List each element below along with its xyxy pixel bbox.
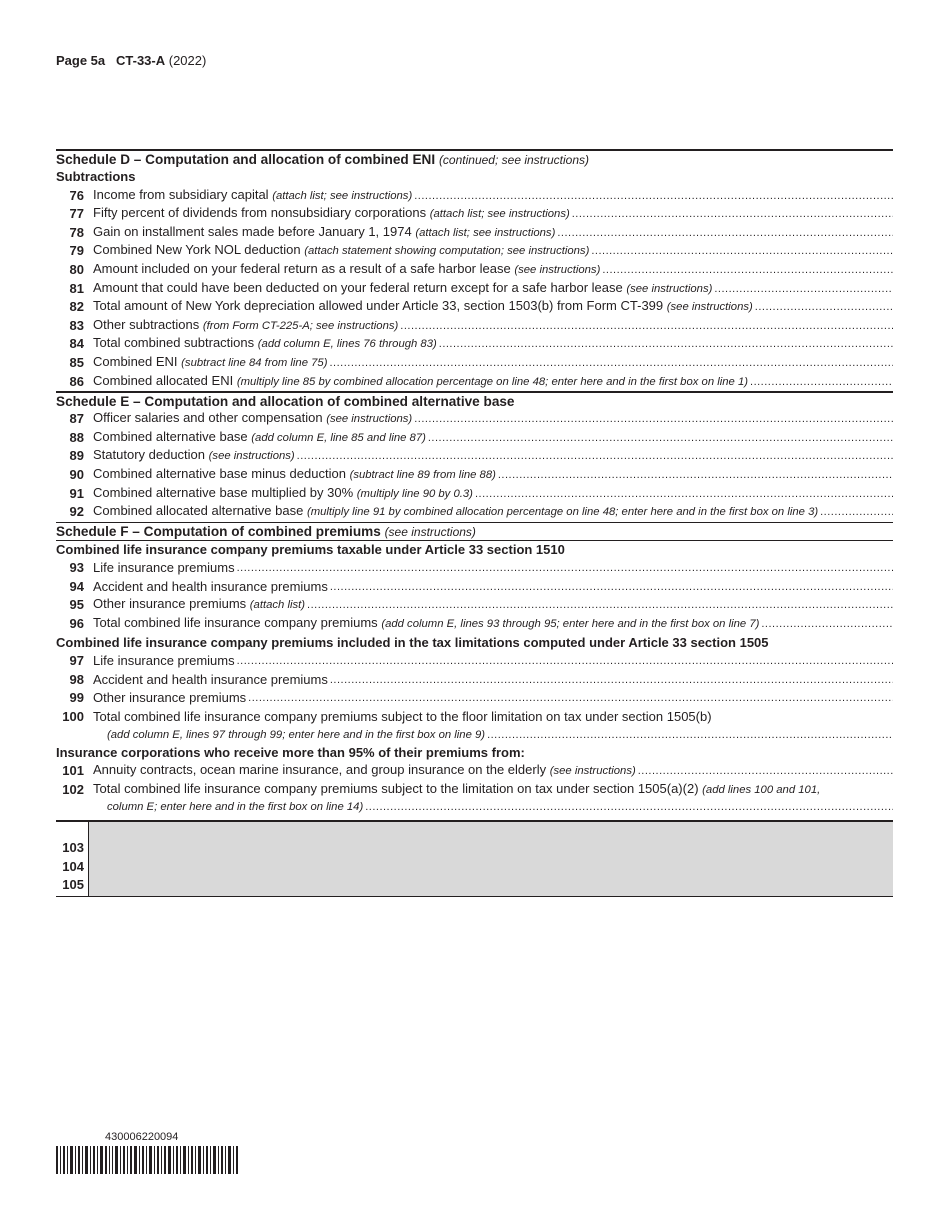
line-note: (from Form CT-225-A; see instructions) (202, 319, 399, 332)
leader-dots (414, 410, 893, 429)
line-95 (56, 596, 893, 615)
shaded-line-numbers (56, 822, 89, 896)
leader-dots (237, 559, 893, 578)
line-note: (subtract line 89 from line 88) (349, 468, 496, 481)
line-number: 89 (69, 448, 84, 464)
line-99 (56, 689, 893, 708)
schedule-f-title: Schedule F – Computation of combined premiums (see instructions) (56, 522, 893, 540)
line-number: 88 (69, 429, 84, 445)
line-105-number: 105 (62, 877, 84, 892)
line-label: Accident and health insurance premiums (93, 671, 328, 687)
line-number: 90 (69, 466, 84, 482)
line-label: Amount that could have been deducted on your federal return except for a safe harbor lease (93, 279, 623, 295)
line-label: Total combined life insurance company premiums (93, 615, 378, 631)
page-header (56, 53, 206, 68)
line-100: 100 Total combined life insurance company premiums subject to the floor limitation on tax under section 1505(b) (62, 709, 712, 725)
line-note: (see instructions) (514, 263, 601, 276)
line-101: 101 Annuity contracts, ocean marine insurance, and group insurance on the elderly (see instructions) ..... (56, 762, 893, 781)
subtractions-heading: Subtractions (56, 169, 136, 184)
line-number: 99 (69, 690, 84, 706)
line-label: Combined allocated ENI (93, 372, 234, 388)
line-85 (56, 354, 893, 373)
line-label: Total amount of New York depreciation allowed under Article 33, section 1503(b) from Form CT-399 (93, 298, 664, 314)
line-97 (56, 652, 893, 671)
line-91 (56, 485, 893, 504)
line-96 (56, 615, 893, 634)
leader-dots (297, 447, 893, 466)
line-note: (add column E, lines 93 through 95; enter here and in the first box on line 7) (381, 618, 760, 631)
line-number: 83 (69, 317, 84, 333)
line-number: 84 (69, 336, 84, 352)
line-89 (56, 447, 893, 466)
line-label: Combined alternative base minus deduction (93, 465, 346, 481)
leader-dots (714, 280, 893, 299)
leader-dots (414, 187, 893, 206)
line-label: Income from subsidiary capital (93, 186, 269, 202)
line-94 (56, 578, 893, 597)
leader-dots (498, 466, 893, 485)
schedule-d-title: Schedule D – Computation and allocation of combined ENI (continued; see instructions) (56, 149, 893, 168)
line-note: (multiply line 90 by 0.3) (356, 487, 473, 500)
line-note: (see instructions) (666, 301, 753, 314)
line-number: 93 (69, 560, 84, 576)
leader-dots (750, 373, 893, 392)
group2-heading: Combined life insurance company premiums included in the tax limitations computed under Article 33 section 1505 (56, 634, 769, 650)
line-label: Other insurance premiums (93, 690, 247, 706)
line-note: (see instructions) (626, 282, 713, 295)
line-number: 80 (69, 261, 84, 277)
line-number: 79 (69, 243, 84, 259)
line-number: 76 (69, 187, 84, 203)
leader-dots (307, 596, 893, 615)
line-note: (subtract line 84 from line 75) (181, 356, 328, 369)
line-81 (56, 280, 893, 299)
shaded-area (89, 822, 893, 896)
schedule-e-title: Schedule E – Computation and allocation of combined alternative base (56, 391, 893, 410)
line-label: Gain on installment sales made before January 1, 1974 (93, 223, 412, 239)
line-103-number: 103 (62, 840, 84, 855)
line-label: Combined alternative base (93, 428, 248, 444)
line-82 (56, 298, 893, 317)
line-label: Amount included on your federal return as a result of a safe harbor lease (93, 260, 511, 276)
leader-dots (591, 242, 893, 261)
line-label: Combined New York NOL deduction (93, 242, 301, 258)
line-104-number: 104 (62, 859, 84, 874)
line-83 (56, 317, 893, 336)
line-label: Fifty percent of dividends from nonsubsidiary corporations (93, 205, 427, 221)
leader-dots (557, 224, 893, 243)
line-label: Total combined subtractions (93, 335, 255, 351)
line-number: 77 (69, 206, 84, 222)
line-93 (56, 559, 893, 578)
line-98 (56, 671, 893, 690)
line-86 (56, 373, 893, 392)
leader-dots (330, 578, 893, 597)
line-92 (56, 503, 893, 522)
line-76 (56, 187, 893, 206)
line-number: 82 (69, 299, 84, 315)
line-number: 85 (69, 354, 84, 370)
leader-dots (329, 354, 893, 373)
line-number: 94 (69, 578, 84, 594)
barcode-image (56, 1146, 240, 1174)
form-year: (2022) (168, 53, 207, 68)
line-80 (56, 261, 893, 280)
line-number: 92 (69, 504, 84, 520)
line-label: Other subtractions (93, 316, 200, 332)
leader-dots (820, 503, 893, 522)
line-number: 81 (69, 280, 84, 296)
line-note: (see instructions) (208, 450, 295, 463)
line-label: Other insurance premiums (93, 596, 247, 612)
leader-dots (755, 298, 893, 317)
line-number: 96 (69, 616, 84, 632)
leader-dots (572, 205, 893, 224)
line-note: (attach statement showing computation; see instructions) (304, 245, 590, 258)
leader-dots (400, 317, 893, 336)
line-number: 98 (69, 671, 84, 687)
line-102: 102 Total combined life insurance company premiums subject to the limitation on tax under section 1505(a)(2) (add lines 100 and 101, (62, 780, 821, 797)
line-label: Officer salaries and other compensation (93, 410, 323, 426)
leader-dots (237, 652, 893, 671)
form-body (56, 149, 893, 816)
line-label: Accident and health insurance premiums (93, 578, 328, 594)
line-100-continued: (add column E, lines 97 through 99; enter here and in the first box on line 9) ..... (56, 727, 893, 744)
line-78 (56, 224, 893, 243)
leader-dots (475, 485, 893, 504)
line-number: 86 (69, 373, 84, 389)
line-note: (attach list; see instructions) (429, 208, 570, 221)
leader-dots (439, 335, 893, 354)
line-number: 91 (69, 485, 84, 501)
line-87 (56, 410, 893, 429)
page-number: Page 5a (56, 53, 106, 68)
line-number: 95 (69, 597, 84, 613)
line-label: Combined allocated alternative base (93, 503, 304, 519)
line-note: (add column E, lines 76 through 83) (257, 338, 437, 351)
line-label: Life insurance premiums (93, 653, 235, 669)
line-label: Statutory deduction (93, 447, 206, 463)
line-label: Combined alternative base multiplied by 30% (93, 484, 354, 500)
leader-dots (761, 615, 893, 634)
line-90 (56, 466, 893, 485)
line-number: 78 (69, 224, 84, 240)
line-note: (attach list) (249, 599, 306, 612)
line-note: (multiply line 85 by combined allocation percentage on line 48; enter here and in the first box on line 1) (236, 375, 749, 388)
line-note: (add column E, line 85 and line 87) (251, 431, 426, 444)
line-label: Life insurance premiums (93, 560, 235, 576)
line-note: (multiply line 91 by combined allocation percentage on line 48; enter here and in the first box on line 3) (306, 506, 819, 519)
line-88 (56, 429, 893, 448)
line-79 (56, 242, 893, 261)
line-note: (attach list; see instructions) (415, 226, 556, 239)
line-102-continued: column E; enter here and in the first box on line 14) ..... (56, 799, 893, 816)
line-84 (56, 335, 893, 354)
shaded-lines-block (56, 820, 893, 897)
form-id: CT-33-A (116, 53, 166, 68)
group3-heading: Insurance corporations who receive more than 95% of their premiums from: (56, 744, 525, 760)
line-note: (see instructions) (326, 413, 413, 426)
line-label: Combined ENI (93, 353, 178, 369)
leader-dots (602, 261, 893, 280)
group1-heading: Combined life insurance company premiums taxable under Article 33 section 1510 (56, 540, 893, 560)
line-77 (56, 205, 893, 224)
line-number: 87 (69, 411, 84, 427)
leader-dots (330, 671, 893, 690)
barcode-number: 430006220094 (105, 1131, 179, 1143)
line-note: (attach list; see instructions) (272, 189, 413, 202)
leader-dots (248, 689, 893, 708)
line-number: 97 (69, 653, 84, 669)
leader-dots (428, 429, 893, 448)
